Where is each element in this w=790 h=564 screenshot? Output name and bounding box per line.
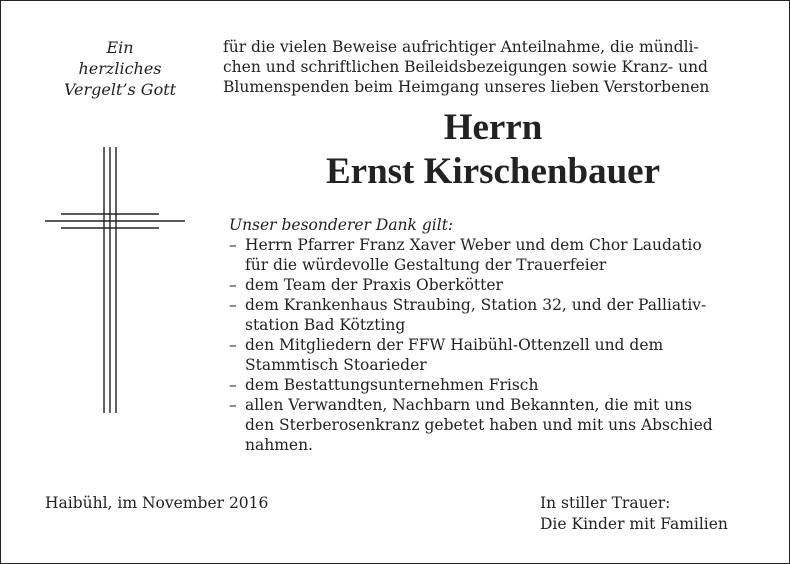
list-item (229, 295, 763, 335)
list-item (229, 375, 763, 395)
mourners: Die Kinder mit Familien (540, 515, 728, 533)
list-dash: – (229, 396, 237, 414)
list-dash: – (229, 236, 237, 254)
list-dash: – (229, 296, 237, 314)
list-item-text: Herrn Pfarrer Franz Xaver Weber und dem Chor Laudatio für die würdevolle Gestaltung der Trauerfeier (245, 236, 702, 274)
list-item-text: dem Team der Praxis Oberkötter (245, 276, 503, 294)
list-item (229, 335, 763, 375)
list-item (229, 235, 763, 275)
thanks-heading: Unser besonderer Dank gilt: (229, 216, 454, 234)
list-item (229, 395, 763, 455)
mourners-signature (540, 493, 728, 535)
thanks-list (229, 235, 763, 455)
list-item-text: den Mitgliedern der FFW Haibühl-Ottenzell und dem Stammtisch Stoarieder (245, 336, 664, 374)
list-item-text: dem Krankenhaus Straubing, Station 32, und der Palliativ- station Bad Kötzting (245, 296, 707, 334)
list-dash: – (229, 276, 237, 294)
cross-icon (1, 1, 201, 421)
motto-line: herzliches (78, 59, 162, 78)
motto-line: Vergelt’s Gott (63, 80, 177, 99)
list-dash: – (229, 336, 237, 354)
list-item (229, 275, 763, 295)
deceased-name-block (223, 106, 763, 194)
list-item-text: dem Bestattungsunternehmen Frisch (245, 376, 539, 394)
place-date: Haibühl, im November 2016 (45, 494, 269, 512)
salutation: Herrn (443, 107, 543, 148)
motto-line: Ein (106, 38, 134, 57)
intro-text: für die vielen Beweise aufrichtiger Anteilnahme, die mündli- chen und schriftlichen Beileidsbezeigungen sowie Kranz- und Blumenspenden beim Heimgang unseres lieben Verstorbenen (223, 38, 710, 96)
mourning-line: In stiller Trauer: (540, 494, 671, 512)
list-dash: – (229, 376, 237, 394)
deceased-name: Ernst Kirschenbauer (325, 151, 661, 192)
list-item-text: allen Verwandten, Nachbarn und Bekannten, die mit uns den Sterberosenkranz gebetet haben und mit uns Abschied nahmen. (245, 396, 713, 454)
